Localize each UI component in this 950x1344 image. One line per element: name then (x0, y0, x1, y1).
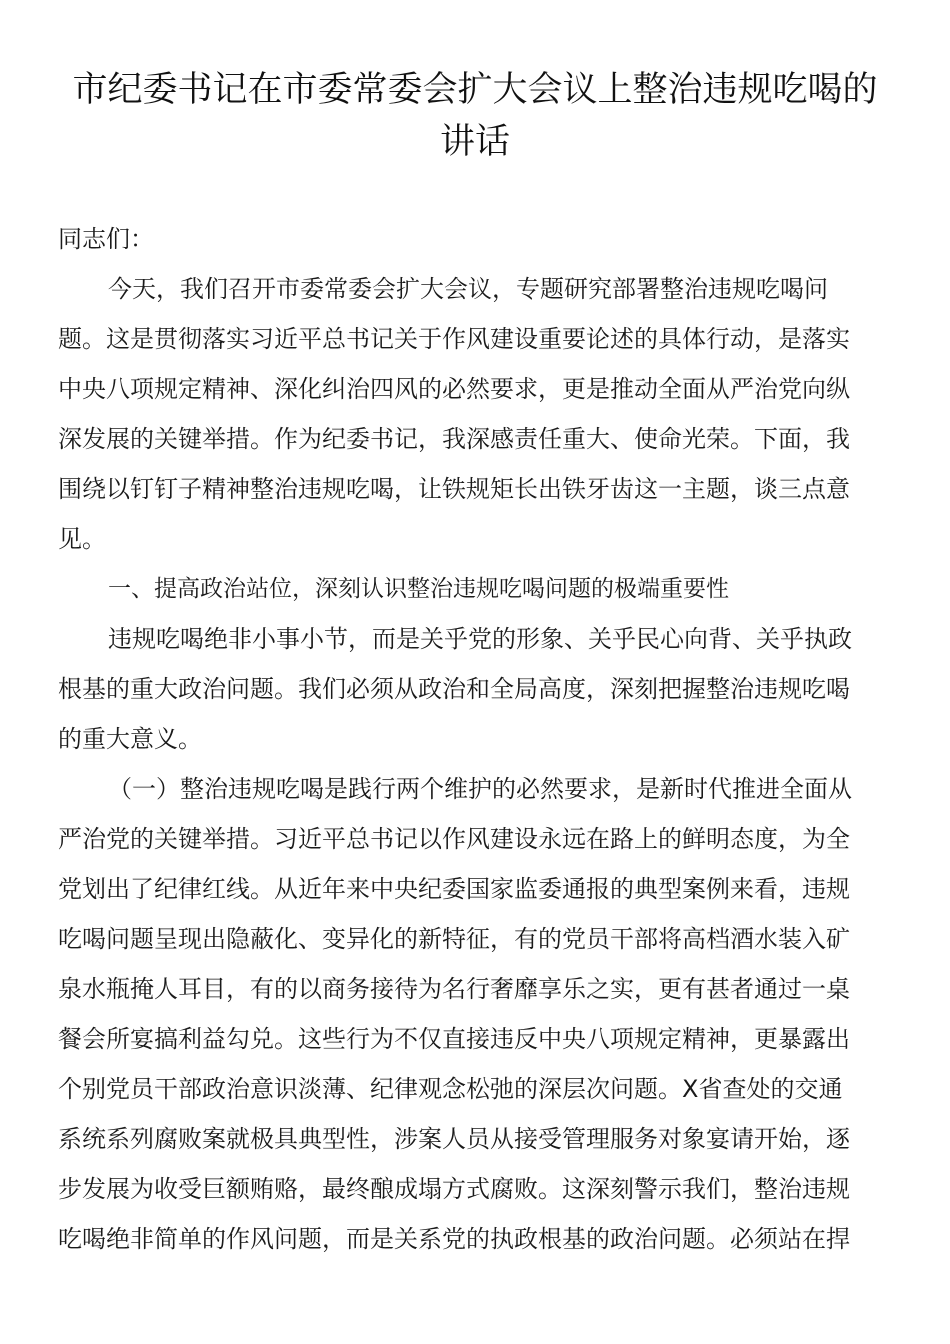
intro-line: 题。这是贯彻落实习近平总书记关于作风建设重要论述的具体行动，是落实 (58, 325, 850, 353)
intro-line: 中央八项规定精神、深化纠治四风的必然要求，更是推动全面从严治党向纵 (58, 375, 850, 403)
intro-line: 深发展的关键举措。作为纪委书记，我深感责任重大、使命光荣。下面，我 (58, 425, 850, 453)
paragraph-line: 党划出了纪律红线。从近年来中央纪委国家监委通报的典型案例来看，违规 (58, 875, 850, 903)
paragraph-line: （一）整治违规吃喝是践行两个维护的必然要求，是新时代推进全面从 (108, 775, 852, 803)
paragraph-line: 泉水瓶掩人耳目，有的以商务接待为名行奢靡享乐之实，更有甚者通过一桌 (58, 975, 850, 1003)
intro-line: 见。 (58, 525, 106, 553)
document-title (50, 64, 900, 168)
title-line-1: 市纪委书记在市委常委会扩大会议上整治违规吃喝的 (72, 70, 878, 110)
paragraph-line: 违规吃喝绝非小事小节，而是关乎党的形象、关乎民心向背、关乎执政 (108, 625, 852, 653)
paragraph-line: 的重大意义。 (58, 725, 202, 753)
paragraph-line: 个别党员干部政治意识淡薄、纪律观念松弛的深层次问题。X省查处的交通 (58, 1075, 843, 1103)
paragraph-line: 系统系列腐败案就极具典型性，涉案人员从接受管理服务对象宴请开始，逐 (58, 1125, 850, 1153)
section-heading: 一、提高政治站位，深刻认识整治违规吃喝问题的极端重要性 (108, 576, 729, 602)
paragraph-line: 根基的重大政治问题。我们必须从政治和全局高度，深刻把握整治违规吃喝 (58, 675, 850, 703)
title-line-2: 讲话 (439, 122, 510, 162)
paragraph-line: 步发展为收受巨额贿赂，最终酿成塌方式腐败。这深刻警示我们，整治违规 (58, 1175, 850, 1203)
paragraph-line: 吃喝问题呈现出隐蔽化、变异化的新特征，有的党员干部将高档酒水装入矿 (58, 925, 850, 953)
intro-line: 围绕以钉钉子精神整治违规吃喝，让铁规矩长出铁牙齿这一主题，谈三点意 (58, 475, 850, 503)
intro-line: 今天，我们召开市委常委会扩大会议，专题研究部署整治违规吃喝问 (108, 275, 828, 303)
paragraph-line: 吃喝绝非简单的作风问题，而是关系党的执政根基的政治问题。必须站在捍 (58, 1225, 850, 1253)
paragraph-line: 餐会所宴搞利益勾兑。这些行为不仅直接违反中央八项规定精神，更暴露出 (58, 1025, 850, 1053)
salutation: 同志们： (58, 225, 154, 253)
paragraph-line: 严治党的关键举措。习近平总书记以作风建设永远在路上的鲜明态度，为全 (58, 825, 850, 853)
